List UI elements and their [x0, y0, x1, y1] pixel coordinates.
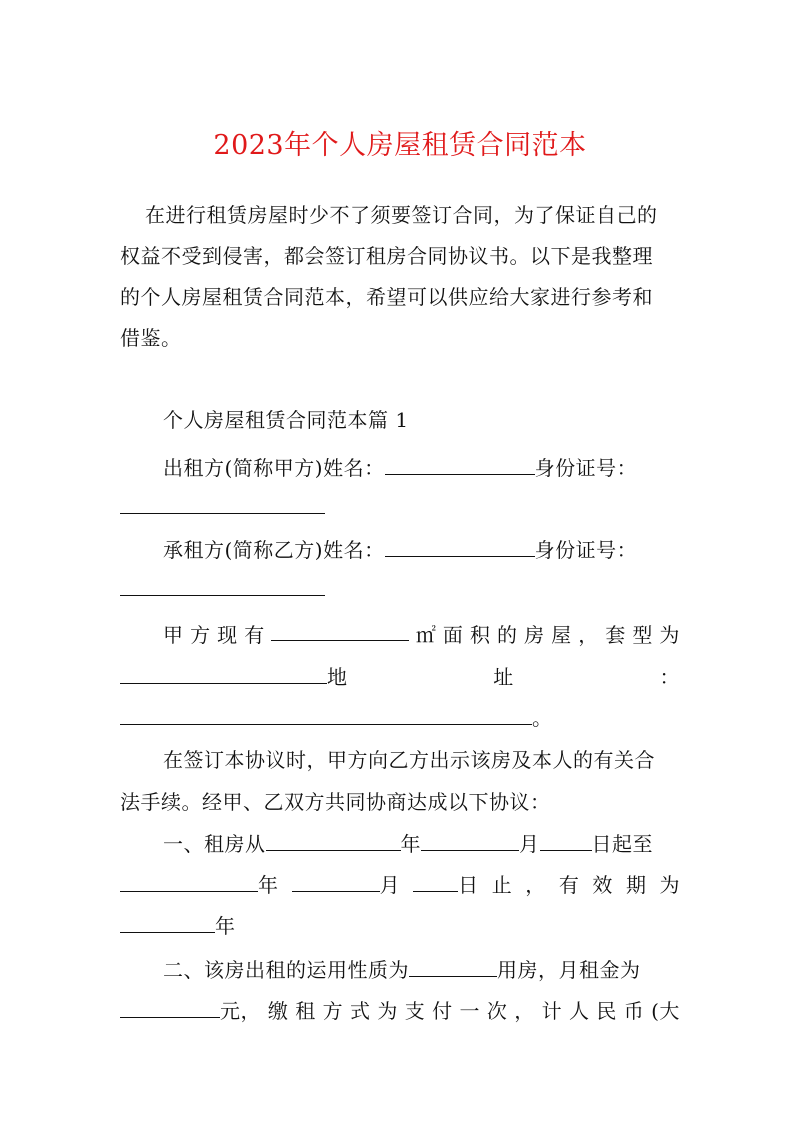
text-char: 为: [377, 999, 398, 1023]
text-char: 日起至: [591, 832, 653, 856]
text-char: 为: [659, 623, 680, 647]
end-day-blank: [413, 871, 458, 892]
clause2-mid: 用房，月租金为: [497, 958, 641, 982]
section-title: 个人房屋租赁合同范本篇 1: [163, 408, 409, 432]
text-char: 年: [215, 914, 236, 938]
text-char: 甲: [163, 623, 184, 647]
lessor-id-blank: [120, 493, 325, 514]
start-day-blank: [540, 830, 592, 851]
text-char: 月: [379, 873, 401, 897]
property-type-line: [120, 662, 680, 692]
text-char: 的: [497, 623, 518, 647]
text-char: 方: [322, 999, 344, 1023]
text-char: 期: [625, 873, 647, 897]
text-char: 套: [605, 623, 626, 647]
lessor-id-label: 身份证号：: [534, 456, 638, 480]
text-char: 效: [592, 873, 613, 897]
house-type-blank: [120, 663, 327, 684]
property-line: [163, 620, 680, 650]
text-char: 房: [524, 623, 545, 647]
text-char: 次: [486, 999, 508, 1023]
document-title: 2023年个人房屋租赁合同范本: [213, 130, 587, 161]
text-char: ㎡: [415, 623, 437, 647]
text-char: 为: [659, 873, 680, 897]
text-char: 付: [432, 999, 453, 1023]
usage-blank: [409, 956, 497, 977]
intro-line: 借鉴。: [120, 326, 182, 350]
lessor-id-line: [120, 492, 680, 522]
text-char: 月: [519, 832, 540, 856]
intro-line: 权益不受到侵害，都会签订租房合同协议书。以下是我整理: [120, 244, 653, 268]
text-char: ：: [659, 665, 680, 689]
text-char: 年: [400, 832, 421, 856]
address-blank: [120, 704, 532, 725]
lessee-id-line: [120, 574, 680, 604]
clause2-line2: [120, 996, 680, 1026]
text-char: 缴: [267, 999, 289, 1023]
clause2-line: [163, 955, 680, 985]
text-char: 型: [632, 623, 653, 647]
clause1-line: [163, 829, 680, 859]
text-char: 日: [458, 873, 479, 897]
text-char: 屋: [551, 623, 572, 647]
clause2-prefix: 二、该房出租的运用性质为: [163, 958, 409, 982]
text-char: 现: [217, 623, 238, 647]
period-blank: [120, 912, 215, 933]
text-char: 民: [596, 999, 617, 1023]
lessee-id-blank: [120, 575, 325, 596]
text-char: 积: [469, 623, 491, 647]
lessor-line: [163, 453, 680, 483]
text-char: 计: [541, 999, 563, 1023]
text-char: 。: [532, 706, 553, 730]
text-char: 年: [258, 873, 279, 897]
text-char: 地: [327, 665, 348, 689]
clause1-prefix: 一、租房从: [163, 832, 266, 856]
lessee-name-label: 承租方(简称乙方)姓名：: [163, 538, 385, 562]
lessor-name-blank: [385, 454, 535, 475]
text-char: 有: [244, 623, 265, 647]
rent-blank: [120, 997, 220, 1018]
clause1-line3: [120, 911, 680, 941]
text-char: 租: [295, 999, 316, 1023]
lessee-name-blank: [385, 536, 535, 557]
signing-line: 在签订本协议时，甲方向乙方出示该房及本人的有关合: [163, 748, 655, 772]
text-char: 面: [442, 623, 464, 647]
text-char: ，: [578, 623, 599, 647]
intro-line: 在进行租赁房屋时少不了须要签订合同，为了保证自己的: [145, 203, 658, 227]
text-char: 一: [459, 999, 480, 1023]
text-char: 币: [623, 999, 645, 1023]
text-char: ，: [525, 873, 546, 897]
text-char: 人: [569, 999, 590, 1023]
text-char: 止: [491, 873, 513, 897]
text-char: 元，: [220, 999, 261, 1023]
text-char: 式: [350, 999, 371, 1023]
clause1-line2: [120, 870, 680, 900]
lessee-id-label: 身份证号：: [534, 538, 638, 562]
text-char: 有: [558, 873, 580, 897]
area-blank: [271, 620, 409, 641]
lessor-name-label: 出租方(简称甲方)姓名：: [163, 456, 385, 480]
lessee-line: [163, 535, 680, 565]
address-line: [120, 703, 680, 733]
text-char: ，: [514, 999, 535, 1023]
start-month-blank: [421, 830, 519, 851]
intro-line: 的个人房屋租赁合同范本，希望可以供应给大家进行参考和: [120, 285, 653, 309]
text-char: 方: [190, 623, 211, 647]
start-year-blank: [266, 830, 401, 851]
text-char: 址: [493, 665, 514, 689]
end-year-blank: [120, 871, 258, 892]
text-char: (大: [651, 999, 680, 1023]
signing-line: 法手续。经甲、乙双方共同协商达成以下协议：: [120, 790, 551, 814]
end-month-blank: [292, 871, 380, 892]
text-char: 支: [404, 999, 426, 1023]
